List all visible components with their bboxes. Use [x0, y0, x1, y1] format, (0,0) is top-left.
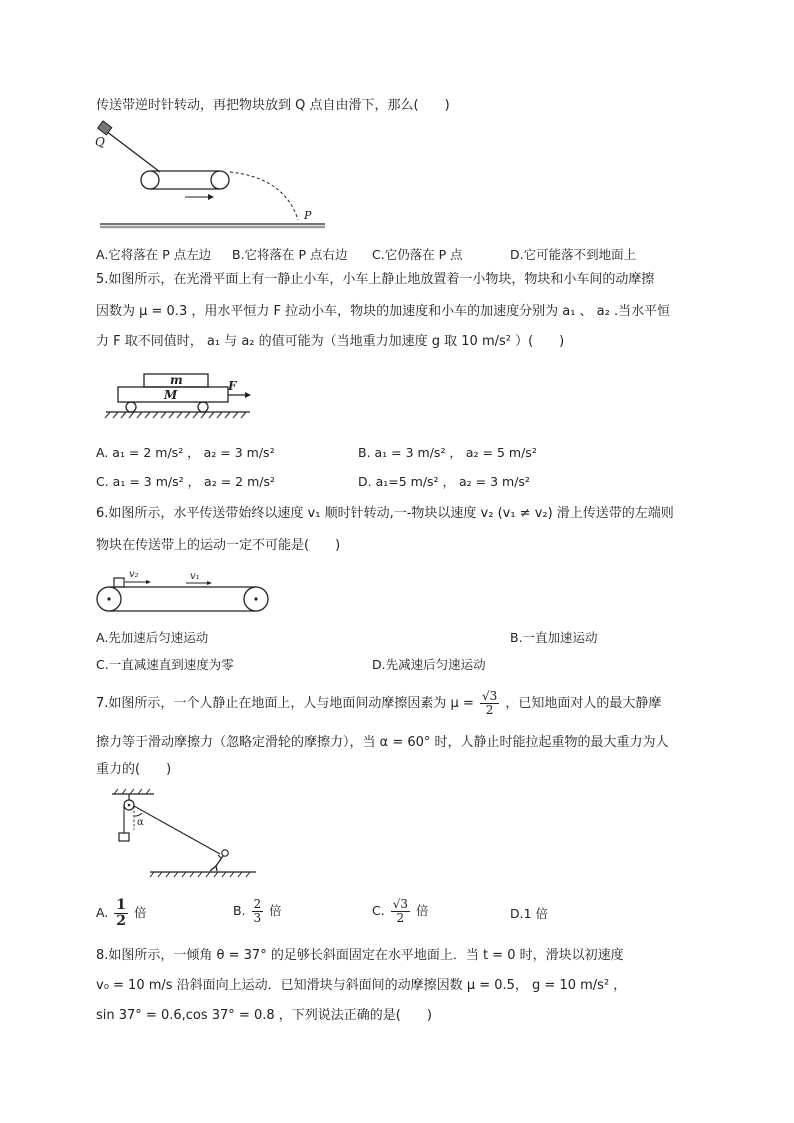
q7-option-a-suffix: 倍: [134, 905, 147, 920]
q8-line-3: sin 37° = 0.6,cos 37° = 0.8 ，下列说法正确的是( ): [96, 1008, 432, 1023]
q5-option-b: B. a₁ = 3 m/s² ， a₂ = 5 m/s²: [358, 445, 537, 460]
q5-line-3: 力 F 取不同值时， a₁ 与 a₂ 的值可能为（当地重力加速度 g 取 10 m/s² ）( ): [96, 334, 565, 349]
q4-option-a: A.它将落在 P 点左边: [96, 247, 212, 262]
q7-mu-fraction: [480, 690, 499, 717]
q7-option-a-num: 1: [116, 897, 127, 913]
q7-option-d: D.1 倍: [510, 906, 549, 921]
q4-label-q: Q: [95, 135, 105, 149]
q7-option-a-den: 2: [116, 913, 127, 929]
q7-mu-den: 2: [485, 703, 494, 717]
q6-option-b: B.一直加速运动: [510, 630, 598, 645]
q8-line-2: v₀ = 10 m/s 沿斜面向上运动．已知滑块与斜面间的动摩擦因数 μ = 0.5， g = 10 m/s² ，: [96, 978, 627, 993]
q7-option-b-fraction: [252, 898, 264, 925]
q7-line-3: 重力的( ): [96, 762, 172, 777]
q4-label-p: P: [304, 209, 312, 222]
q7-option-c-den: 2: [396, 911, 405, 925]
q7-option-a-prefix: A.: [96, 905, 109, 920]
q5-line-2: 因数为 μ = 0.3 ，用水平恒力 F 拉动小车，物块的加速度和小车的加速度分别为 a₁ 、 a₂ .当水平恒: [96, 304, 671, 319]
q6-label-v1: v₁: [190, 571, 200, 582]
q7-line-1a: 7.如图所示，一个人静止在地面上，人与地面间动摩擦因素为 μ =: [96, 696, 474, 711]
q4-option-d: D.它可能落不到地面上: [510, 247, 637, 262]
q5-figure: [100, 368, 260, 422]
q7-figure: [104, 788, 264, 880]
q7-option-a-fraction: [114, 898, 128, 929]
q7-line-2: 擦力等于滑动摩擦力（忽略定滑轮的摩擦力），当 α = 60° 时，人静止时能拉起重物的最大重力为人: [96, 735, 669, 750]
q5-option-a: A. a₁ = 2 m/s² ， a₂ = 3 m/s²: [96, 445, 275, 460]
q6-figure: [94, 568, 274, 616]
q6-option-d: D.先减速后匀速运动: [372, 657, 486, 672]
q5-label-bigm: M: [164, 388, 178, 402]
q7-option-c-fraction: [391, 898, 410, 925]
q6-line-1: 6.如图所示，水平传送带始终以速度 v₁ 顺时针转动,一-物块以速度 v₂ (v₁ ≠ v₂) 滑上传送带的左端则: [96, 506, 674, 521]
q7-option-a: [96, 898, 147, 929]
q5-line-1: 5.如图所示，在光滑平面上有一静止小车，小车上静止地放置着一小物块，物块和小车间的动摩擦: [96, 272, 655, 287]
q7-line-1b: ，已知地面对人的最大静摩: [505, 696, 662, 711]
q6-option-a: A.先加速后匀速运动: [96, 630, 209, 645]
q6-line-2: 物块在传送带上的运动一定不可能是( ): [96, 538, 341, 553]
q7-option-b-den: 3: [253, 911, 262, 925]
q7-option-c-suffix: 倍: [415, 903, 429, 918]
q4-option-b: B.它将落在 P 点右边: [232, 247, 348, 262]
q7-option-c-num: √3: [392, 897, 408, 911]
q5-label-f: F: [228, 379, 237, 393]
q4-figure: [90, 120, 330, 235]
q7-option-c-prefix: C.: [372, 903, 385, 918]
q8-line-1: 8.如图所示，一倾角 θ = 37° 的足够长斜面固定在水平地面上．当 t = 0 时，滑块以初速度: [96, 948, 624, 963]
q7-mu-num: √3: [481, 689, 498, 703]
q7-option-c: [372, 898, 428, 925]
q5-label-m: m: [170, 373, 183, 387]
q6-option-c: C.一直减速直到速度为零: [96, 657, 234, 672]
q7-option-b-num: 2: [253, 897, 262, 911]
q4-text: 传送带逆时针转动，再把物块放到 Q 点自由滑下，那么( ): [96, 98, 450, 113]
q7-option-b-prefix: B.: [233, 903, 246, 918]
q5-option-d: D. a₁=5 m/s² ， a₂ = 3 m/s²: [358, 474, 530, 489]
q7-label-alpha: α: [137, 817, 144, 828]
q7-option-b: [233, 898, 282, 925]
q4-option-c: C.它仍落在 P 点: [372, 247, 463, 262]
q6-label-v2: v₂: [129, 569, 139, 580]
q5-option-c: C. a₁ = 3 m/s² ， a₂ = 2 m/s²: [96, 474, 275, 489]
q7-option-b-suffix: 倍: [269, 903, 282, 918]
q7-line-1: [96, 688, 661, 720]
